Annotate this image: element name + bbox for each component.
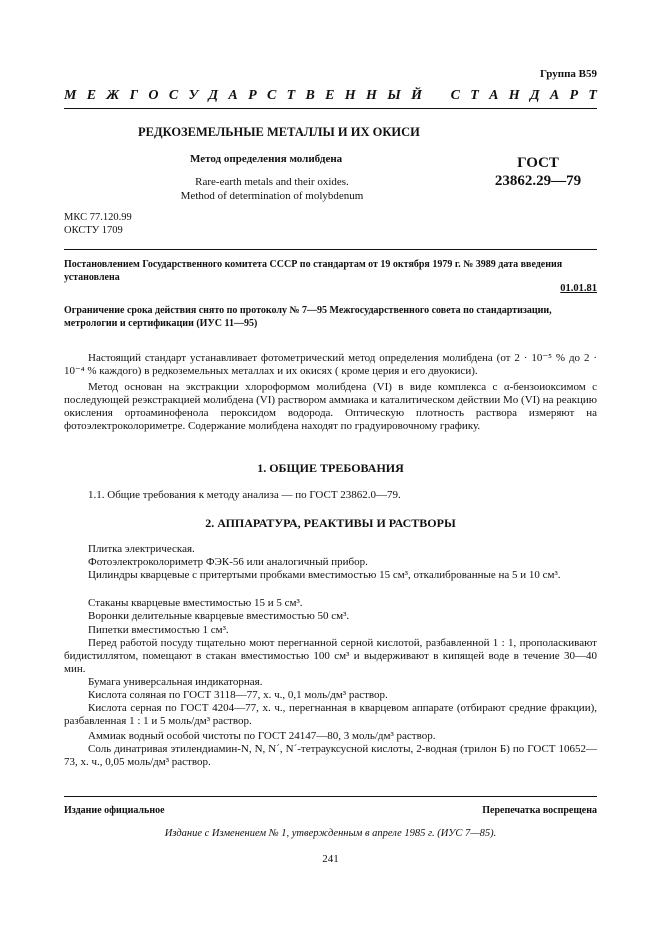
banner-letter: А xyxy=(228,88,238,103)
english-title-line: Rare-earth metals and their oxides. xyxy=(195,176,349,188)
banner-letter: Д xyxy=(530,88,540,103)
official-edition-label: Издание официальное xyxy=(64,805,165,816)
list-item: Кислота соляная по ГОСТ 3118—77, х. ч., 0,1 моль/дм³ раствор. xyxy=(88,689,388,701)
reprint-prohibited-label: Перепечатка воспрещена xyxy=(482,805,597,816)
list-item: Бумага универсальная индикаторная. xyxy=(88,676,263,688)
banner-letter: Т xyxy=(286,88,296,103)
interstate-standard-banner xyxy=(64,88,597,104)
document-subtitle: Метод определения молибдена xyxy=(190,153,343,165)
edition-note: Издание с Изменением № 1, утвержденным в апреле 1985 г. (ИУС 7—85). xyxy=(164,828,497,839)
banner-letter: Д xyxy=(208,88,219,103)
banner-letter: Т xyxy=(470,88,479,103)
banner-letter: Р xyxy=(569,88,579,103)
classification-codes xyxy=(64,211,132,237)
list-item: Аммиак водный особой чистоты по ГОСТ 24147—80, 3 моль/дм³ раствор. xyxy=(88,730,436,742)
banner-letter: С xyxy=(450,88,460,103)
introduction-date: 01.01.81 xyxy=(560,283,597,294)
banner-letter: Р xyxy=(248,88,257,103)
banner-letter: Е xyxy=(86,88,97,103)
group-code: Группа В59 xyxy=(539,68,597,80)
list-item: Кислота серная по ГОСТ 4204—77, х. ч., перегнанная в кварцевом аппарате (отбирают средние фракции), разбавленная 1 : 1 и 5 моль/дм³ раствор. xyxy=(64,702,597,727)
method-paragraph: Метод основан на экстракции хлороформом молибдена (VI) в виде комплекса с α-бензоиоксимом с последующей реэкстракцией молибдена (VI) раствором аммиака и каталитическом действии Mo (VI) на реакцию окисления ортоаминофенола пероксидом водорода. Оптическую плотность раствора измеряют на фотоэлектроколориметре. Содержание молибдена находят по градуировочному графику. xyxy=(64,381,597,432)
list-item: Стаканы кварцевые вместимостью 15 и 5 см³. xyxy=(88,597,303,609)
banner-letter: Ы xyxy=(387,88,401,103)
banner-letter: Е xyxy=(325,88,335,103)
okstu-code: ОКСТУ 1709 xyxy=(64,225,123,236)
banner-letter: Т xyxy=(588,88,597,103)
list-item: Перед работой посуду тщательно моют перегнанной серной кислотой, разбавленной 1 : 1, прополаскивают бидистиллятом, помещают в стакан вместимостью 100 см³ и выдерживают в кипящей воде в течение 30—40 мин. xyxy=(64,637,597,675)
banner-letter: Г xyxy=(129,88,139,103)
list-item: Цилиндры кварцевые с притертыми пробками вместимостью 15 см³, откалиброванные на 5 и 10 см³. xyxy=(88,569,561,581)
list-item: Соль динатривая этилендиамин-N, N, N´, N´-тетрауксусной кислоты, 2-водная (трилон Б) по ГОСТ 10652—73, х. ч., 0,05 моль/дм³ раствор. xyxy=(64,743,597,768)
english-title-line: Method of determination of molybdenum xyxy=(180,190,364,202)
list-item: Фотоэлектроколориметр ФЭК-56 или аналогичный прибор. xyxy=(88,556,368,568)
banner-letter: Н xyxy=(366,88,377,103)
english-title xyxy=(162,175,382,203)
gost-designation xyxy=(479,154,597,190)
banner-letter: Н xyxy=(344,88,356,103)
footer-rule xyxy=(64,796,597,797)
resolution-note: Постановлением Государственного комитета СССР по стандартам от 19 октября 1979 г. № 3989 дата введения установлена xyxy=(64,259,563,283)
list-item: Пипетки вместимостью 1 см³. xyxy=(88,624,229,636)
gost-number: 23862.29—79 xyxy=(494,173,582,189)
banner-letter: У xyxy=(188,88,199,103)
header-rule xyxy=(64,108,597,109)
mks-code: МКС 77.120.99 xyxy=(64,212,132,223)
banner-letter: В xyxy=(305,88,315,103)
list-item: Воронки делительные кварцевые вместимостью 50 см³. xyxy=(88,610,350,622)
banner-letter: С xyxy=(168,88,179,103)
banner-letter: С xyxy=(266,88,277,103)
banner-letter: М xyxy=(64,88,77,103)
banner-letter: А xyxy=(489,88,499,103)
notes-rule xyxy=(64,249,597,250)
banner-letter: Н xyxy=(508,88,520,103)
section-2-heading: 2. АППАРАТУРА, РЕАКТИВЫ И РАСТВОРЫ xyxy=(205,516,456,530)
banner-letter: О xyxy=(148,88,159,103)
gost-label: ГОСТ xyxy=(517,155,559,171)
banner-letter xyxy=(432,88,440,104)
page-number: 241 xyxy=(322,853,339,865)
list-item: Плитка электрическая. xyxy=(88,543,195,555)
document-title: РЕДКОЗЕМЕЛЬНЫЕ МЕТАЛЛЫ И ИХ ОКИСИ xyxy=(138,125,420,139)
section-1-heading: 1. ОБЩИЕ ТРЕБОВАНИЯ xyxy=(257,461,404,475)
banner-letter: Ж xyxy=(106,88,120,103)
banner-letter: А xyxy=(549,88,560,103)
banner-letter: Й xyxy=(411,88,422,103)
limit-note: Ограничение срока действия снято по протоколу № 7—95 Межгосударственного совета по стандартизации, метрологии и сертификации (ИУС 11—95) xyxy=(64,305,552,329)
intro-paragraph: Настоящий стандарт устанавливает фотометрический метод определения молибдена (от 2 · 10⁻⁵ % до 2 · 10⁻⁴ % каждого) в редкоземельных металлах и их окисях ( кроме церия и его двуокиси). xyxy=(64,352,597,377)
section-1-text: 1.1. Общие требования к методу анализа — по ГОСТ 23862.0—79. xyxy=(88,489,401,501)
